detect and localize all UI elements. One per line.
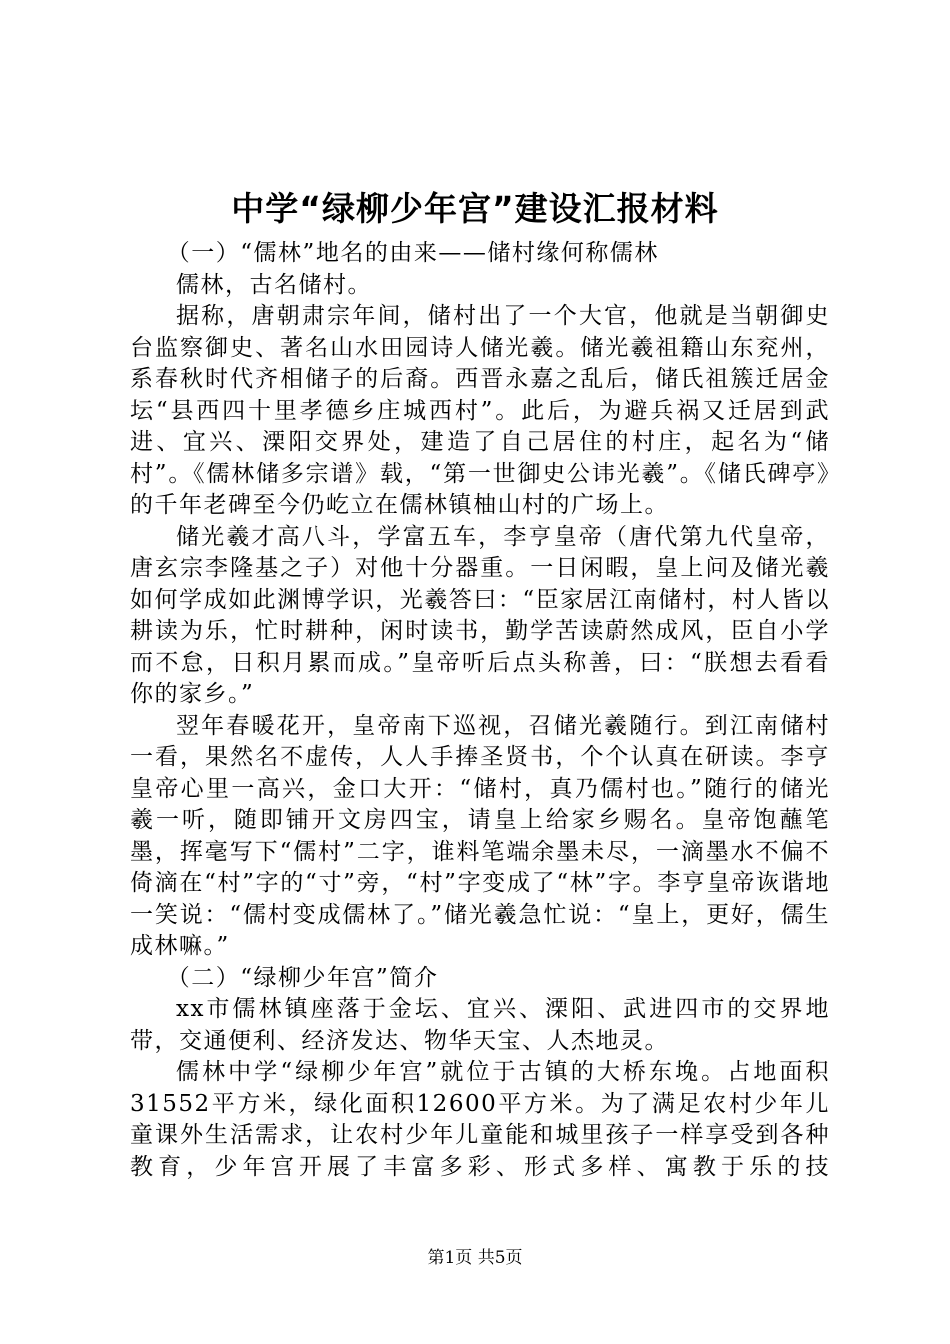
section-heading-2: （二）“绿柳少年宫”简介 (166, 964, 439, 991)
paragraph: 储光羲才高八斗，学富五车，李亨皇帝（唐代第九代皇帝，唐玄宗李隆基之子）对他十分器重。一日闲暇，皇上问及储光羲如何学成如此渊博学识，光羲答曰：“臣家居江南储村，村人皆以耕读为乐，忙时耕种，闲时读书，勤学苦读蔚然成风，臣自小学而不怠，日积月累而成。”皇帝听后点头称善，曰：“朕想去看看你的家乡。” (130, 523, 830, 707)
paragraph: 儒林，古名储村。 (176, 271, 372, 298)
paragraph: 翌年春暖花开，皇帝南下巡视，召储光羲随行。到江南储村一看，果然名不虚传，人人手捧圣贤书，个个认真在研读。李亨皇帝心里一高兴，金口大开：“储村，真乃儒村也。”随行的储光羲一听，随即铺开文房四宝，请皇上给家乡赐名。皇帝饱蘸笔墨，挥毫写下“儒村”二字，谁料笔端余墨未尽，一滴墨水不偏不倚滴在“村”字的“寸”旁，“村”字变成了“林”字。李亨皇帝诙谐地一笑说：“儒村变成儒林了。”储光羲急忙说：“皇上，更好，儒生成林嘛。” (130, 712, 830, 959)
page-number-footer: 第1页 共5页 (427, 1248, 523, 1268)
document-title: 中学“绿柳少年宫”建设汇报材料 (231, 189, 719, 228)
paragraph: xx市儒林镇座落于金坛、宜兴、溧阳、武进四市的交界地带，交通便利、经济发达、物华天宝、人杰地灵。 (130, 996, 830, 1054)
paragraph: 据称，唐朝肃宗年间，储村出了一个大官，他就是当朝御史台监察御史、著名山水田园诗人储光羲。储光羲祖籍山东兖州，系春秋时代齐相储子的后裔。西晋永嘉之乱后，储氏祖簇迁居金坛“县西四十里孝德乡庄城西村”。此后，为避兵祸又迁居到武进、宜兴、溧阳交界处，建造了自己居住的村庄，起名为“储村”。《儒林储多宗谱》载，“第一世御史公讳光羲”。《储氏碑亭》的千年老碑至今仍屹立在儒林镇柚山村的广场上。 (130, 303, 830, 518)
paragraph: 儒林中学“绿柳少年宫”就位于古镇的大桥东堍。占地面积31552平方米，绿化面积12600平方米。为了满足农村少年儿童课外生活需求，让农村少年儿童能和城里孩子一样享受到各种教育，少年宫开展了丰富多彩、形式多样、寓教于乐的技 (130, 1059, 830, 1180)
document-body (130, 238, 830, 1183)
section-heading-1: （一）“儒林”地名的由来——储村缘何称儒林 (166, 240, 659, 266)
